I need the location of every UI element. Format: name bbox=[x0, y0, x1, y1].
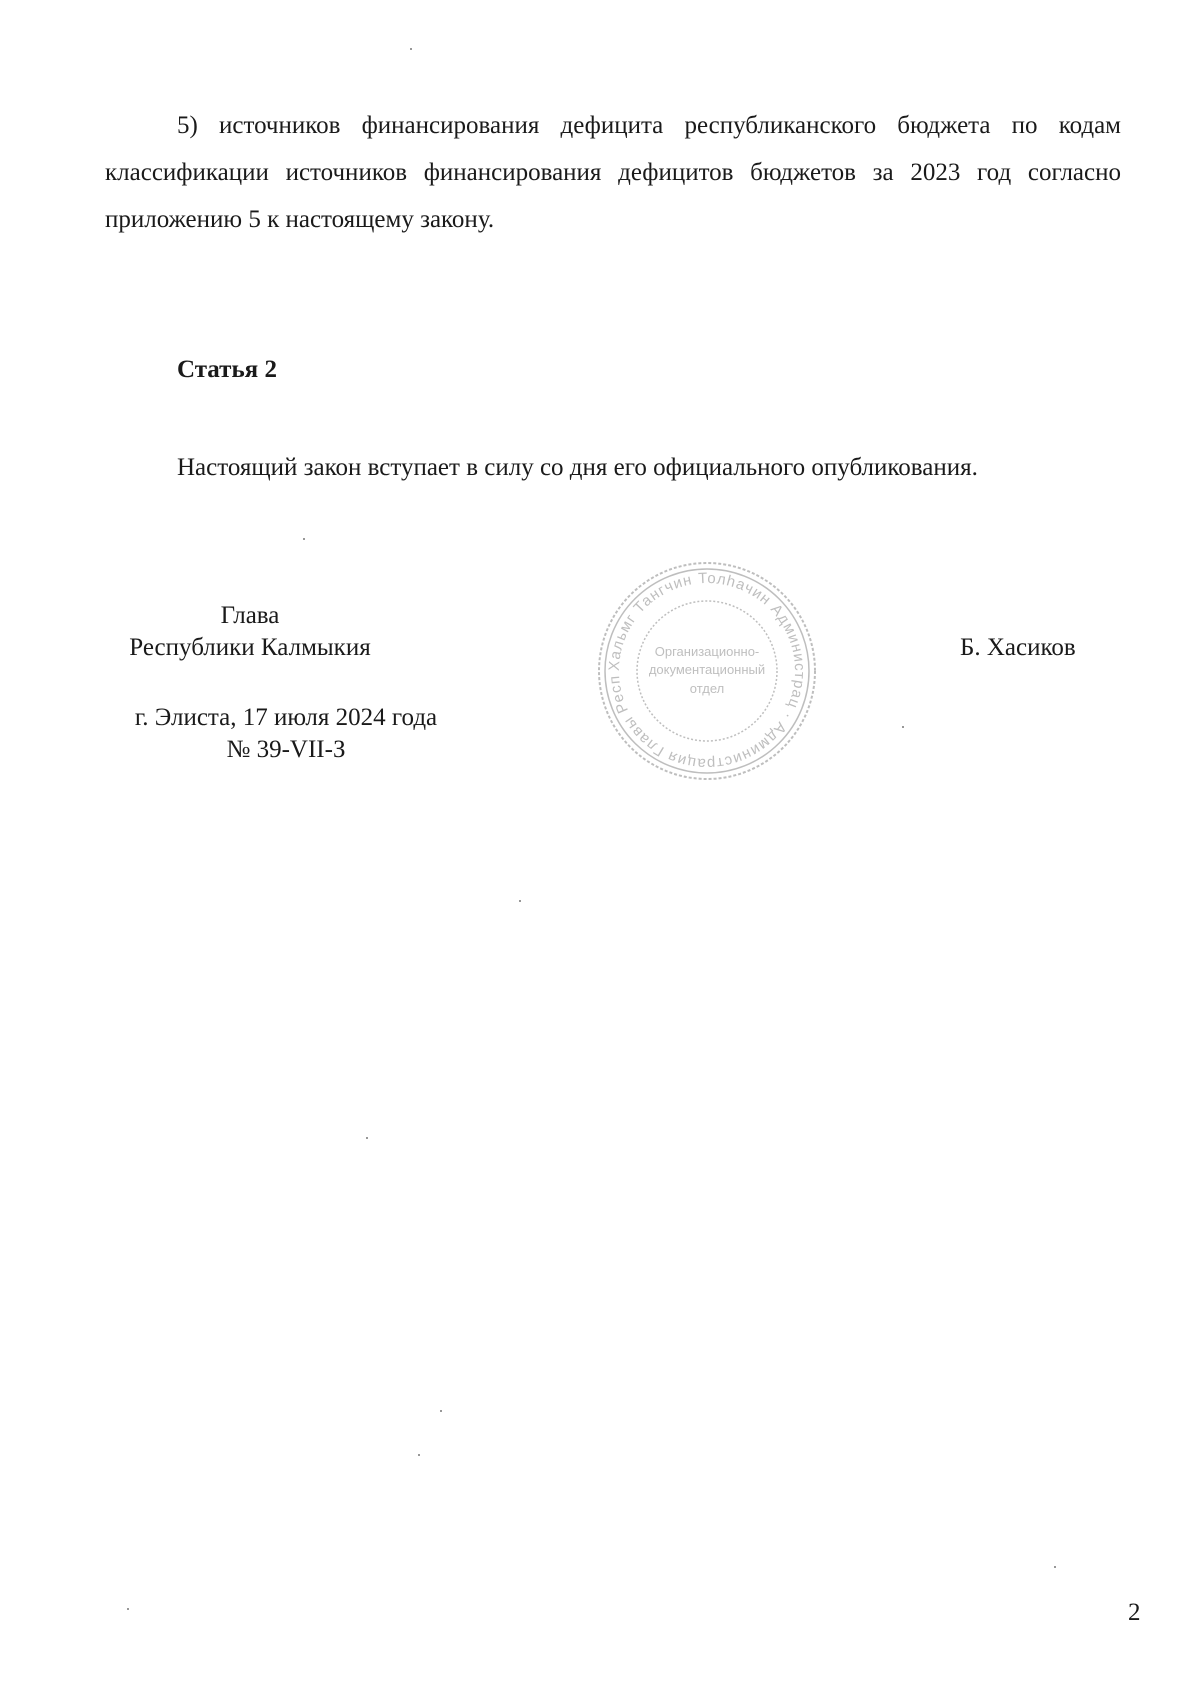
scan-speck bbox=[303, 538, 305, 540]
paragraph-item-5: 5) источников финансирования дефицита республиканского бюджета по кодам классификации источников финансирования дефицитов бюджетов за 2023 год согласно приложению 5 к настоящему закону. bbox=[105, 112, 1121, 233]
seal-outer-text: Хальмг Тангчин Толһачин Администрац · Администрация Главы Респ bbox=[605, 569, 809, 773]
place-date: г. Элиста, 17 июля 2024 года bbox=[134, 704, 438, 731]
scan-speck bbox=[440, 1410, 442, 1412]
scan-speck bbox=[1054, 1566, 1056, 1568]
page-number: 2 bbox=[1128, 1599, 1141, 1626]
signatory-title-line1: Глава bbox=[220, 602, 280, 629]
signatory-title-line2: Республики Калмыкия bbox=[129, 634, 371, 661]
signatory-name: Б. Хасиков bbox=[960, 634, 1076, 661]
seal-inner-line1: Организационно- bbox=[654, 644, 760, 659]
seal-inner-line3: отдел bbox=[689, 681, 725, 696]
seal-inner-line2: документационный bbox=[648, 662, 766, 677]
article-2-heading: Статья 2 bbox=[177, 356, 277, 383]
signatory-title bbox=[100, 600, 400, 664]
scan-speck bbox=[902, 726, 904, 728]
scan-speck bbox=[418, 1454, 420, 1456]
article-2-text: Настоящий закон вступает в силу со дня его официального опубликования. bbox=[177, 454, 978, 481]
scan-speck bbox=[410, 48, 412, 50]
official-seal-icon bbox=[592, 556, 822, 786]
law-number: № 39-VII-З bbox=[226, 736, 346, 763]
scan-speck bbox=[127, 1608, 129, 1610]
scan-speck bbox=[366, 1137, 368, 1139]
place-date-block bbox=[100, 702, 472, 766]
scan-speck bbox=[519, 900, 521, 902]
